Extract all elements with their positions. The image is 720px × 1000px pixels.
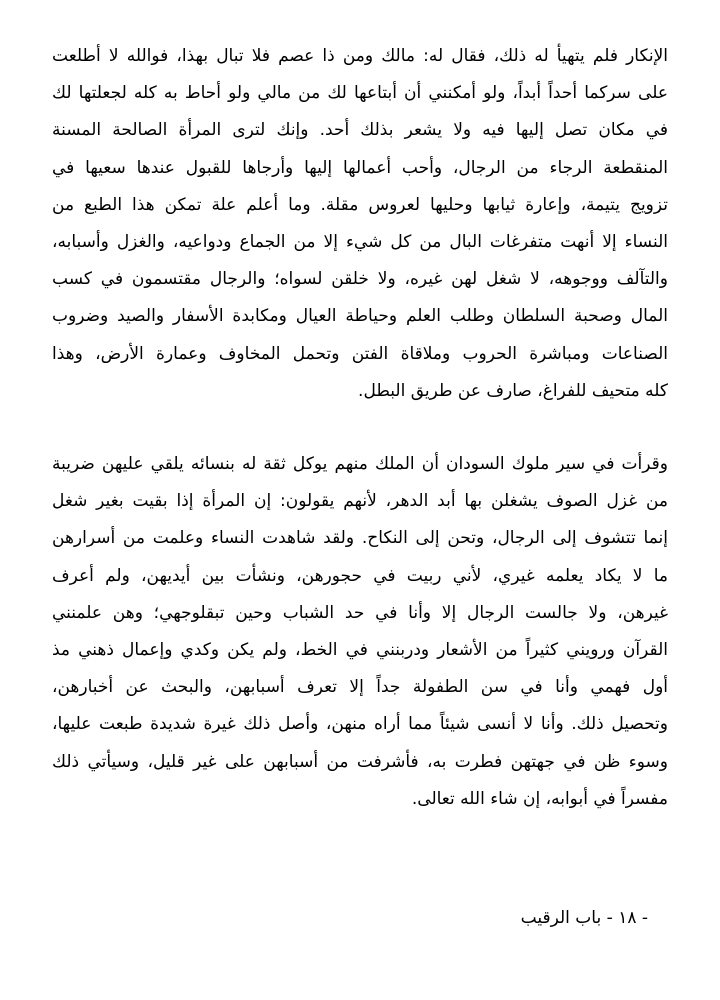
text-line: النساء إلا أنهت متفرغات البال من كل شيء إلا من الجماع ودواعيه، والغزل وأسبابه، bbox=[52, 231, 668, 252]
text-line: مفسراً في أبوابه، إن شاء الله تعالى. bbox=[411, 788, 668, 809]
text-line: المال وصحبة السلطان وطلب العلم وحياطة العيال ومكابدة الأسفار والصيد وضروب bbox=[52, 306, 668, 327]
text-line: كله متحيف للفراغ، صارف عن طريق البطل. bbox=[358, 380, 668, 401]
text-line: غيرهن، ولا جالست الرجال إلا وأنا في حد الشباب وحين تبقلوجهي؛ وهن علمنني bbox=[52, 602, 668, 623]
text-line: المنقطعة الرجاء من الرجال، وأحب أعمالها إليها وأرجاها للقبول عندها سعيها في bbox=[52, 157, 668, 178]
text-line: من غزل الصوف يشغلن بها أبد الدهر، لأنهم يقولون: إن المرأة إذا بقيت بغير شغل bbox=[52, 491, 668, 512]
text-line: وقرأت في سير ملوك السودان أن الملك منهم يوكل ثقة له بنسائه يلقي عليهن ضريبة bbox=[52, 454, 668, 474]
text-line: الصناعات ومباشرة الحروب وملاقاة الفتن وتحمل المخاوف وعمارة الأرض، وهذا bbox=[52, 343, 668, 364]
text-line: وسوء ظن في جهتهن فطرت به، فأشرفت من أسبابهن على غير قليل، وسيأتي ذلك bbox=[52, 751, 668, 772]
text-line: القرآن ورويني كثيراً من الأشعار ودربنني في الخط، ولم يكن وكدي وإعمال ذهني مذ bbox=[52, 639, 668, 660]
paragraph-2 bbox=[52, 446, 668, 818]
text-line: الإنكار فلم يتهيأ له ذلك، فقال له: مالك ومن ذا عصم فلا تبال بهذا، فوالله لا أطلعت bbox=[52, 46, 668, 66]
text-line: ما لا يكاد يعلمه غيري، لأني ربيت في حجورهن، ونشأت بين أيديهن، ولم أعرف bbox=[52, 565, 668, 586]
text-line: تزويج يتيمة، وإعارة ثيابها وحليها لعروس مقلة. وما أعلم علة تمكن هذا الطبع من bbox=[52, 194, 668, 215]
paragraph-1 bbox=[52, 38, 668, 410]
text-line: والتآلف ووجوهه، لا شغل لهن غيره، ولا خلقن لسواه؛ والرجال مقتسمون في كسب bbox=[52, 269, 668, 290]
page-footer bbox=[521, 900, 648, 936]
text-line: على سركما أحداً أبداً، ولو أمكنني أن أبتاعها لك من مالي ولو أحاط به كله لجعلتها لك bbox=[52, 83, 668, 104]
text-line: أول فهمي وأنا في سن الطفولة جداً إلا تعرف أسبابهن، والبحث عن أخبارهن، bbox=[52, 677, 668, 698]
chapter-title: باب الرقيب bbox=[520, 908, 602, 928]
text-line: إنما تتشوف إلى الرجال، وتحن إلى النكاح. ولقد شاهدت النساء وعلمت من أسرارهن bbox=[52, 528, 668, 549]
text-line: في مكان تصل إليها فيه ولا يشعر بذلك أحد. وإنك لترى المرأة الصالحة المسنة bbox=[52, 120, 668, 141]
page-number: - ١٨ - bbox=[606, 908, 648, 928]
text-line: وتحصيل ذلك. وأنا لا أنسى شيئاً مما أراه منهن، وأصل ذلك غيرة شديدة طبعت عليها، bbox=[52, 714, 668, 735]
